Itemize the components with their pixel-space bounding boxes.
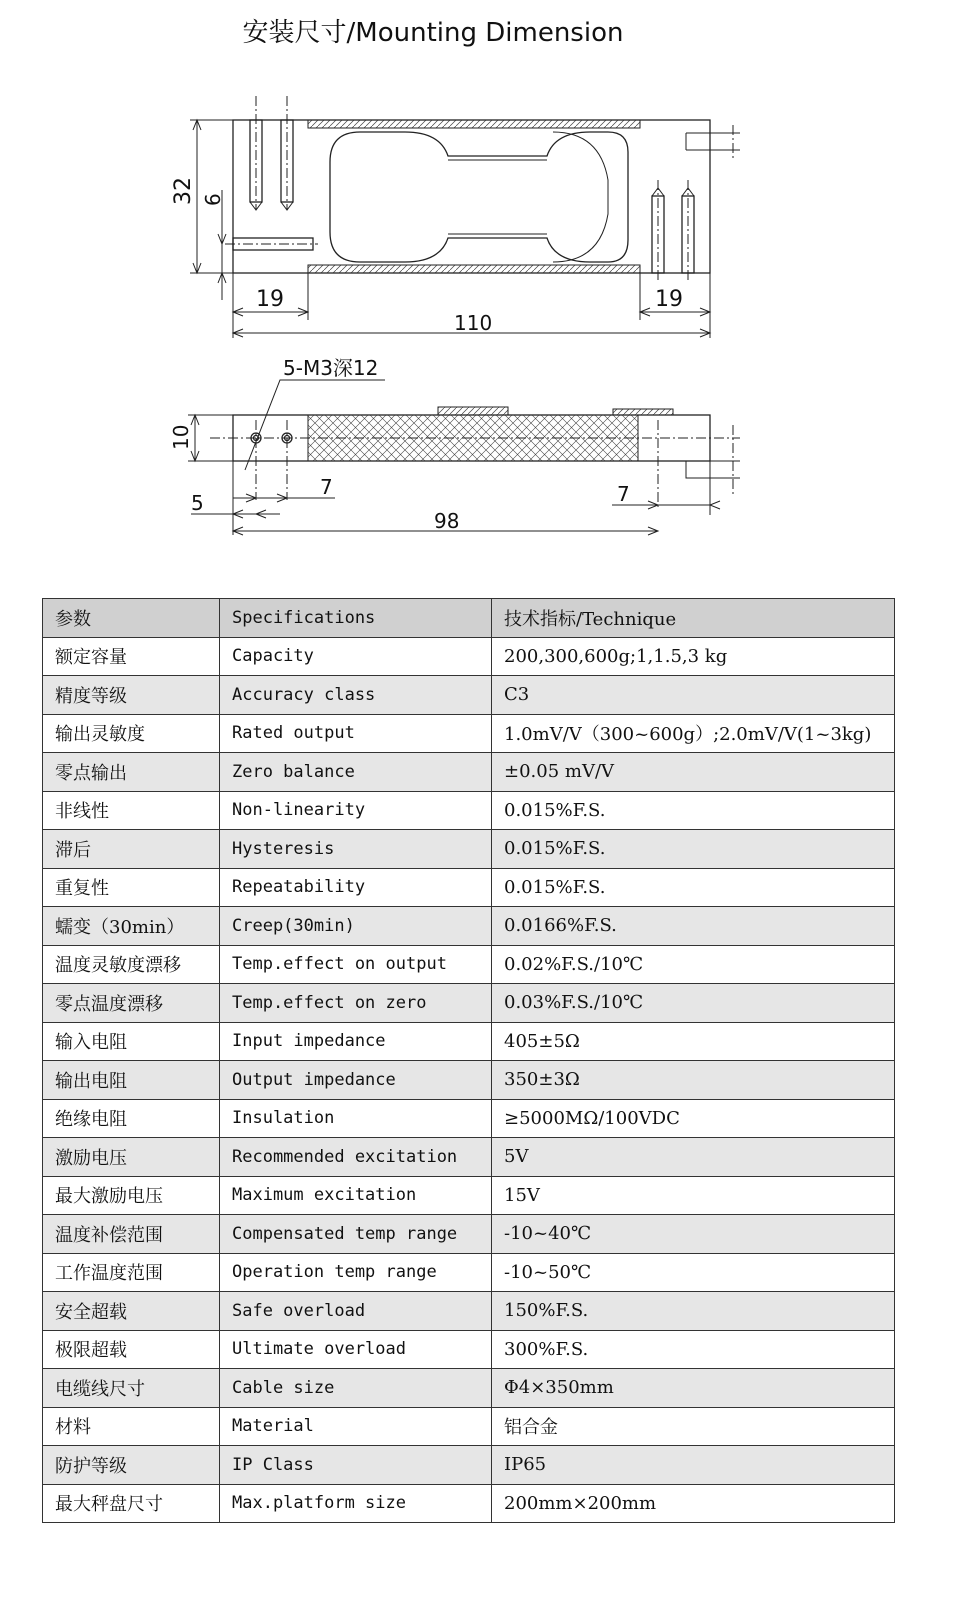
param-cell: 零点温度漂移 bbox=[43, 984, 220, 1023]
value-cell: 350±3Ω bbox=[492, 1061, 895, 1100]
table-row bbox=[43, 637, 895, 676]
top-pad-right bbox=[613, 409, 673, 415]
value-cell: 300%F.S. bbox=[492, 1330, 895, 1369]
bottom-gauge-strip bbox=[308, 265, 640, 273]
spec-cell: Accuracy class bbox=[220, 676, 492, 715]
param-cell: 输出灵敏度 bbox=[43, 714, 220, 753]
table-row bbox=[43, 1330, 895, 1369]
dim-length-110: 110 bbox=[454, 311, 493, 335]
spec-cell: Hysteresis bbox=[220, 830, 492, 869]
header-value: 技术指标/Technique bbox=[492, 599, 895, 638]
table-row bbox=[43, 1446, 895, 1485]
spec-cell: Material bbox=[220, 1407, 492, 1446]
dim-height-32: 32 bbox=[171, 177, 196, 205]
spec-cell: Output impedance bbox=[220, 1061, 492, 1100]
table-row bbox=[43, 1022, 895, 1061]
dim-left-7: 7 bbox=[320, 475, 333, 499]
table-row bbox=[43, 830, 895, 869]
value-cell: ±0.05 mV/V bbox=[492, 753, 895, 792]
dim-hole-height-6: 6 bbox=[201, 193, 225, 206]
value-cell: -10~40℃ bbox=[492, 1215, 895, 1254]
table-row bbox=[43, 984, 895, 1023]
param-cell: 材料 bbox=[43, 1407, 220, 1446]
value-cell: 200mm×200mm bbox=[492, 1484, 895, 1523]
spec-cell: Maximum excitation bbox=[220, 1176, 492, 1215]
top-pad-center bbox=[438, 407, 508, 415]
param-cell: 最大激励电压 bbox=[43, 1176, 220, 1215]
value-cell: -10~50℃ bbox=[492, 1253, 895, 1292]
spec-cell: IP Class bbox=[220, 1446, 492, 1485]
value-cell: 15V bbox=[492, 1176, 895, 1215]
table-row bbox=[43, 1138, 895, 1177]
spec-cell: Creep(30min) bbox=[220, 907, 492, 946]
value-cell: 5V bbox=[492, 1138, 895, 1177]
value-cell: C3 bbox=[492, 676, 895, 715]
value-cell: Φ4×350mm bbox=[492, 1369, 895, 1408]
value-cell: 铝合金 bbox=[492, 1407, 895, 1446]
cable bbox=[686, 133, 740, 150]
spec-cell: Operation temp range bbox=[220, 1253, 492, 1292]
param-cell: 滞后 bbox=[43, 830, 220, 869]
binocular-inner bbox=[553, 132, 608, 262]
param-cell: 蠕变（30min） bbox=[43, 907, 220, 946]
table-row bbox=[43, 1061, 895, 1100]
value-cell: 200,300,600g;1,1.5,3 kg bbox=[492, 637, 895, 676]
spec-cell: Non-linearity bbox=[220, 791, 492, 830]
param-cell: 零点输出 bbox=[43, 753, 220, 792]
value-cell: 0.0166%F.S. bbox=[492, 907, 895, 946]
param-cell: 重复性 bbox=[43, 868, 220, 907]
spec-cell: Zero balance bbox=[220, 753, 492, 792]
mounting-dimension-drawing bbox=[0, 60, 959, 560]
param-cell: 输出电阻 bbox=[43, 1061, 220, 1100]
spec-cell: Cable size bbox=[220, 1369, 492, 1408]
binocular-cutout bbox=[330, 132, 628, 262]
value-cell: 0.015%F.S. bbox=[492, 791, 895, 830]
spec-cell: Compensated temp range bbox=[220, 1215, 492, 1254]
spec-cell: Max.platform size bbox=[220, 1484, 492, 1523]
header-param: 参数 bbox=[43, 599, 220, 638]
spec-cell: Temp.effect on output bbox=[220, 945, 492, 984]
table-row bbox=[43, 714, 895, 753]
table-row bbox=[43, 1253, 895, 1292]
dim-right-7: 7 bbox=[617, 482, 630, 506]
value-cell: 0.03%F.S./10℃ bbox=[492, 984, 895, 1023]
param-cell: 精度等级 bbox=[43, 676, 220, 715]
param-cell: 温度补偿范围 bbox=[43, 1215, 220, 1254]
table-row bbox=[43, 945, 895, 984]
param-cell: 绝缘电阻 bbox=[43, 1099, 220, 1138]
table-row bbox=[43, 907, 895, 946]
table-row bbox=[43, 753, 895, 792]
table-row bbox=[43, 1292, 895, 1331]
callout-thread-spec: 5-M3深12 bbox=[283, 356, 379, 380]
param-cell: 激励电压 bbox=[43, 1138, 220, 1177]
spec-cell: Input impedance bbox=[220, 1022, 492, 1061]
table-header-row bbox=[43, 599, 895, 638]
table-row bbox=[43, 1484, 895, 1523]
table-row bbox=[43, 676, 895, 715]
dim-length-98: 98 bbox=[434, 509, 460, 533]
param-cell: 非线性 bbox=[43, 791, 220, 830]
param-cell: 输入电阻 bbox=[43, 1022, 220, 1061]
spec-cell: Ultimate overload bbox=[220, 1330, 492, 1369]
table-row bbox=[43, 1099, 895, 1138]
spec-cell: Temp.effect on zero bbox=[220, 984, 492, 1023]
value-cell: 0.015%F.S. bbox=[492, 830, 895, 869]
param-cell: 防护等级 bbox=[43, 1446, 220, 1485]
dim-right-19: 19 bbox=[655, 287, 683, 312]
spec-cell: Rated output bbox=[220, 714, 492, 753]
param-cell: 温度灵敏度漂移 bbox=[43, 945, 220, 984]
spec-cell: Safe overload bbox=[220, 1292, 492, 1331]
dim-left-5: 5 bbox=[191, 491, 204, 515]
param-cell: 工作温度范围 bbox=[43, 1253, 220, 1292]
dim-left-19: 19 bbox=[256, 287, 284, 312]
table-row bbox=[43, 1176, 895, 1215]
table-row bbox=[43, 791, 895, 830]
page-title: 安装尺寸/Mounting Dimension bbox=[242, 18, 624, 48]
value-cell: 1.0mV/V（300~600g）;2.0mV/V(1~3kg) bbox=[492, 714, 895, 753]
table-row bbox=[43, 1407, 895, 1446]
value-cell: ≥5000MΩ/100VDC bbox=[492, 1099, 895, 1138]
param-cell: 额定容量 bbox=[43, 637, 220, 676]
param-cell: 最大秤盘尺寸 bbox=[43, 1484, 220, 1523]
param-cell: 安全超载 bbox=[43, 1292, 220, 1331]
param-cell: 极限超载 bbox=[43, 1330, 220, 1369]
spec-cell: Capacity bbox=[220, 637, 492, 676]
specifications-table bbox=[42, 598, 895, 1523]
spec-cell: Repeatability bbox=[220, 868, 492, 907]
spec-cell: Recommended excitation bbox=[220, 1138, 492, 1177]
value-cell: IP65 bbox=[492, 1446, 895, 1485]
value-cell: 0.02%F.S./10℃ bbox=[492, 945, 895, 984]
table-row bbox=[43, 1369, 895, 1408]
dim-thickness-10: 10 bbox=[169, 424, 193, 450]
value-cell: 0.015%F.S. bbox=[492, 868, 895, 907]
header-spec: Specifications bbox=[220, 599, 492, 638]
param-cell: 电缆线尺寸 bbox=[43, 1369, 220, 1408]
top-view bbox=[188, 380, 740, 535]
top-gauge-strip bbox=[308, 120, 640, 128]
table-row bbox=[43, 868, 895, 907]
table-row bbox=[43, 1215, 895, 1254]
value-cell: 150%F.S. bbox=[492, 1292, 895, 1331]
value-cell: 405±5Ω bbox=[492, 1022, 895, 1061]
spec-cell: Insulation bbox=[220, 1099, 492, 1138]
